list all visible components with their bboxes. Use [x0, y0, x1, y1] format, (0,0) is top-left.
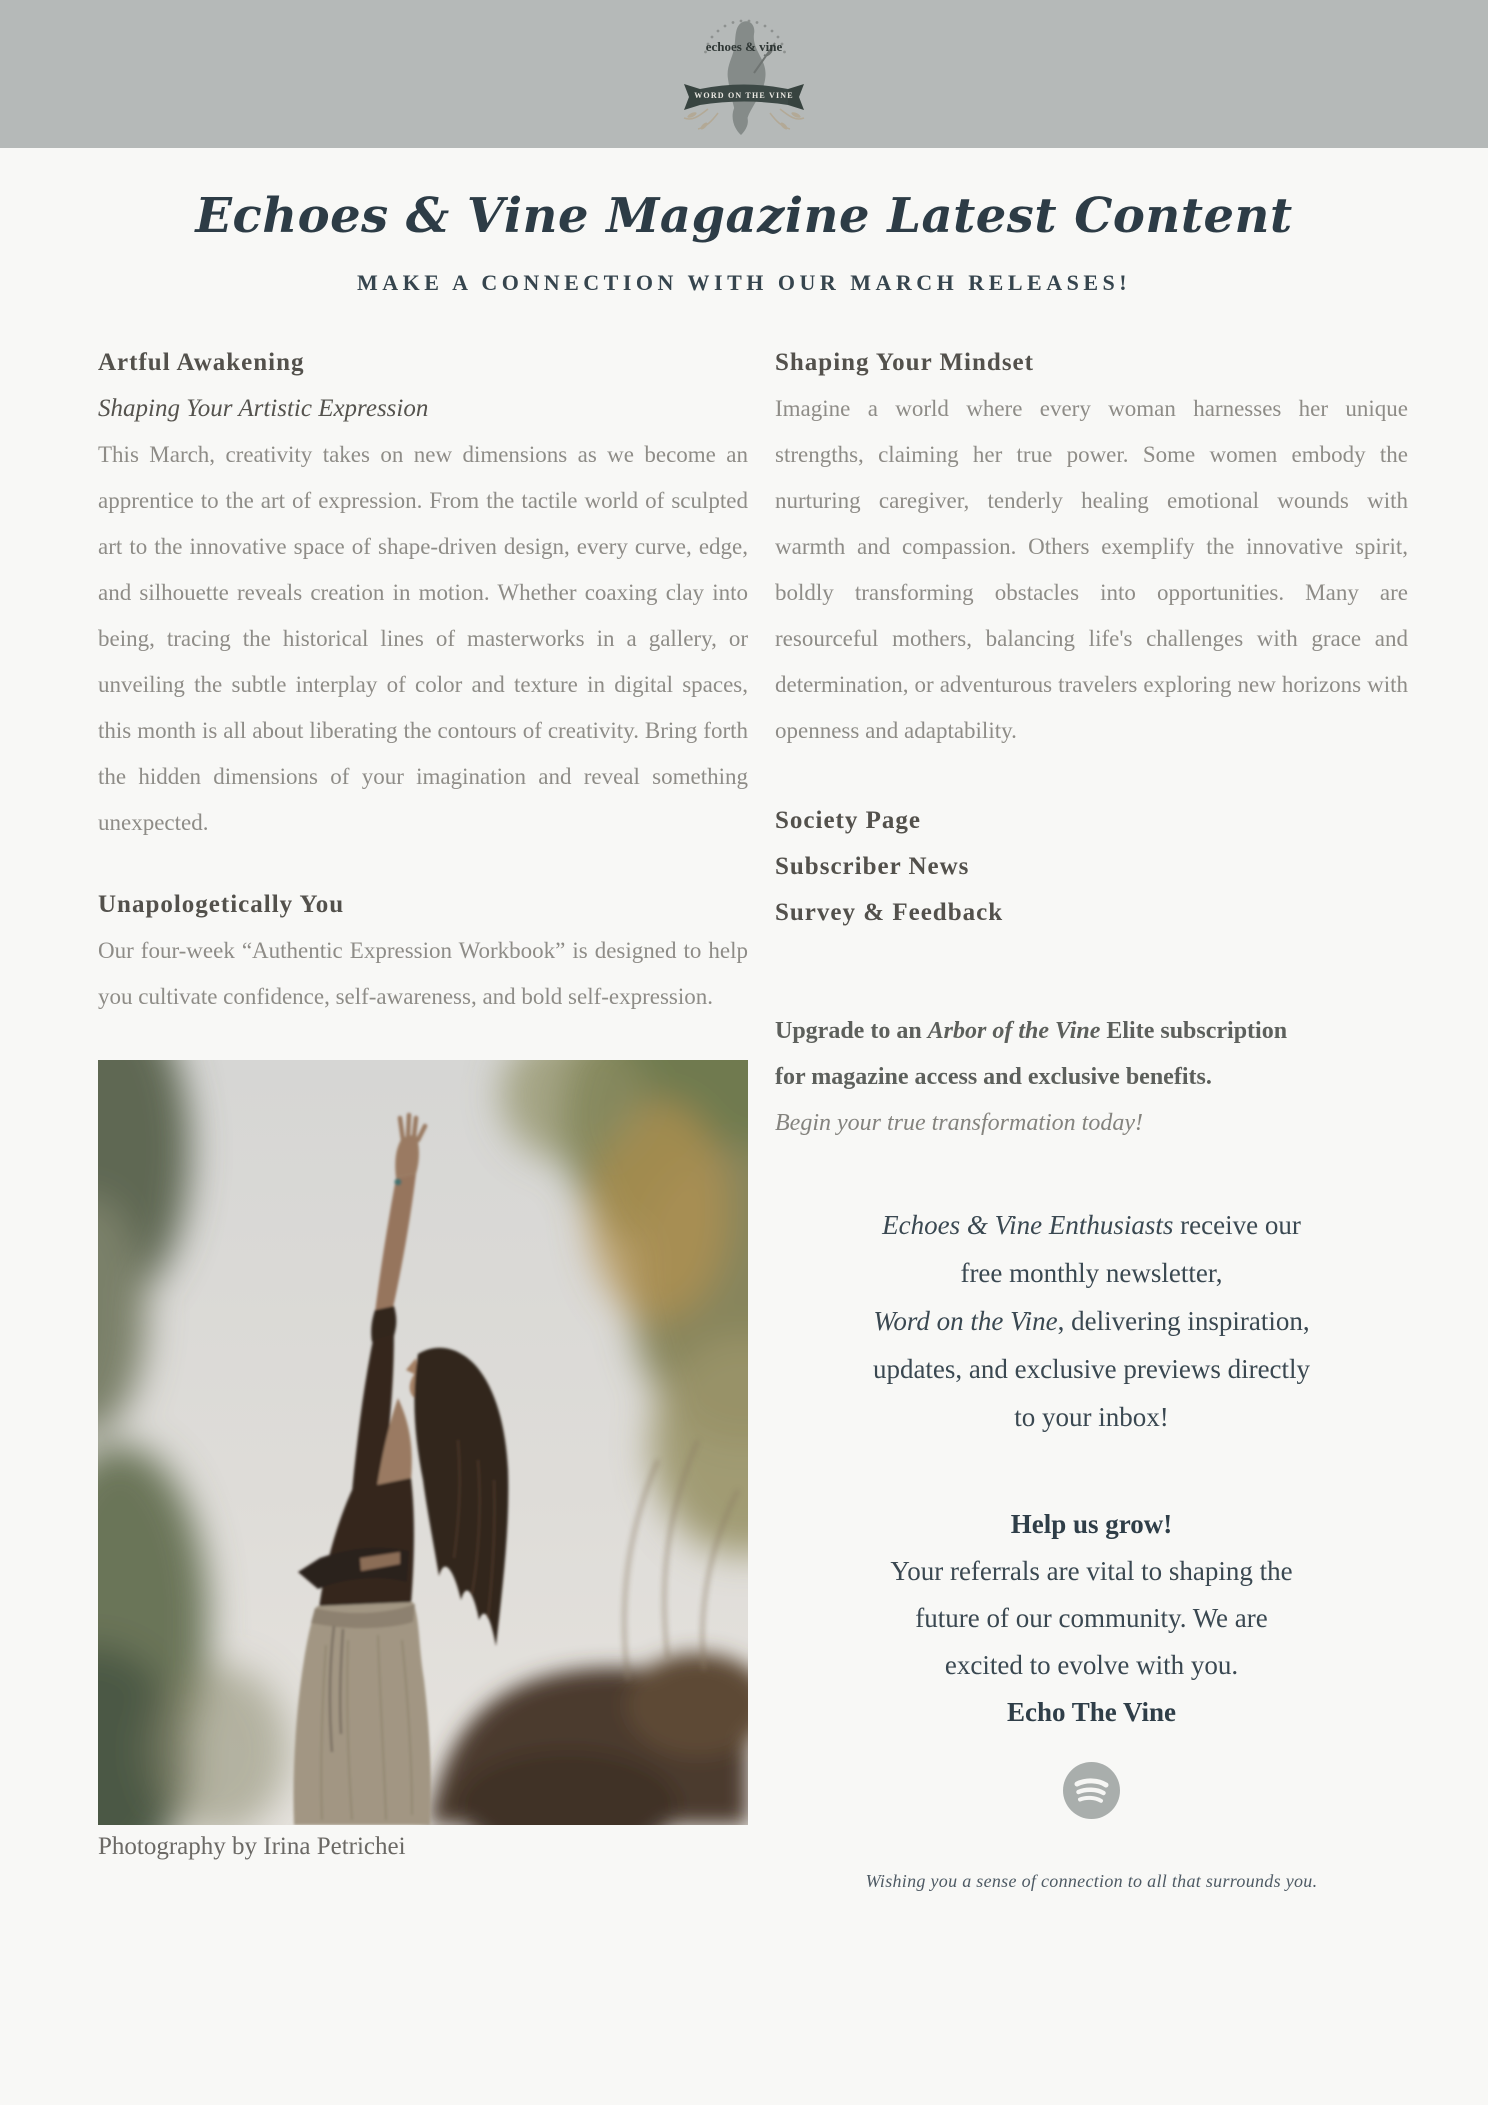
article-heading-unapologetically-you: Unapologetically You: [98, 891, 345, 918]
section-links: [775, 798, 1408, 936]
article-subheading: Shaping Your Artistic Expression: [98, 395, 429, 422]
logo-ribbon-text: WORD ON THE VINE: [694, 91, 794, 100]
article-body: Imagine a world where every woman harnesses her unique strengths, claiming her true power. Some women embody the nurturing caregiver, tenderly healing emotional wounds with warmth and compassion. Others exemplify the innovative spirit, boldly transforming obstacles into opportunities. Many are resourceful mothers, balancing life's challenges with grace and determination, or adventurous travelers exploring new horizons with openness and adaptability.: [775, 396, 1408, 743]
left-column: [98, 340, 748, 1892]
spotify-icon[interactable]: [1063, 1762, 1120, 1819]
photo-caption: Photography by Irina Petrichei: [98, 1833, 406, 1860]
closing-wish: Wishing you a sense of connection to all that surrounds you.: [865, 1871, 1318, 1891]
content-columns: [98, 340, 1408, 1892]
upgrade-callout: Upgrade to an Arbor of the Vine Elite subscription for magazine access and exclusive benefits.: [775, 1018, 1288, 1090]
link-survey-feedback[interactable]: Survey & Feedback: [775, 899, 1004, 926]
newsletter-info: Echoes & Vine Enthusiasts receive our free monthly newsletter, Word on the Vine, delivering inspiration, updates, and exclusive previews directly to your inbox!: [872, 1210, 1311, 1432]
article-body: Our four-week “Authentic Expression Workbook” is designed to help you cultivate confidence, self-awareness, and bold self-expression.: [98, 938, 748, 1009]
link-society-page[interactable]: Society Page: [775, 807, 921, 834]
upgrade-tagline: Begin your true transformation today!: [775, 1110, 1143, 1136]
logo-brand-text: echoes & vine: [705, 39, 783, 54]
article-photo: [98, 1060, 748, 1825]
grow-text: Your referrals are vital to shaping the future of our community. We are excited to evolve with you.: [890, 1556, 1293, 1680]
signoff: Echo The Vine: [1006, 1697, 1177, 1727]
brand-logo: [678, 9, 810, 139]
grow-heading: Help us grow!: [1010, 1509, 1173, 1539]
article-heading-artful-awakening: Artful Awakening: [98, 349, 305, 376]
article-heading-shaping-your-mindset: Shaping Your Mindset: [775, 349, 1034, 376]
header-banner: [0, 0, 1488, 148]
page-title: Echoes & Vine Magazine Latest Content: [195, 188, 1293, 244]
link-subscriber-news[interactable]: Subscriber News: [775, 853, 970, 880]
right-column: [775, 340, 1408, 1892]
article-body: This March, creativity takes on new dimensions as we become an apprentice to the art of expression. From the tactile world of sculpted art to the innovative space of shape-driven design, every curve, edge, and silhouette reveals creation in motion. Whether coaxing clay into being, tracing the historical lines of masterworks in a gallery, or unveiling the subtle interplay of color and texture in digital spaces, this month is all about liberating the contours of creativity. Bring forth the hidden dimensions of your imagination and reveal something unexpected.: [98, 442, 748, 835]
page-subtitle: MAKE A CONNECTION WITH OUR MARCH RELEASES!: [356, 270, 1132, 295]
photo-illustration: [98, 1060, 748, 1825]
